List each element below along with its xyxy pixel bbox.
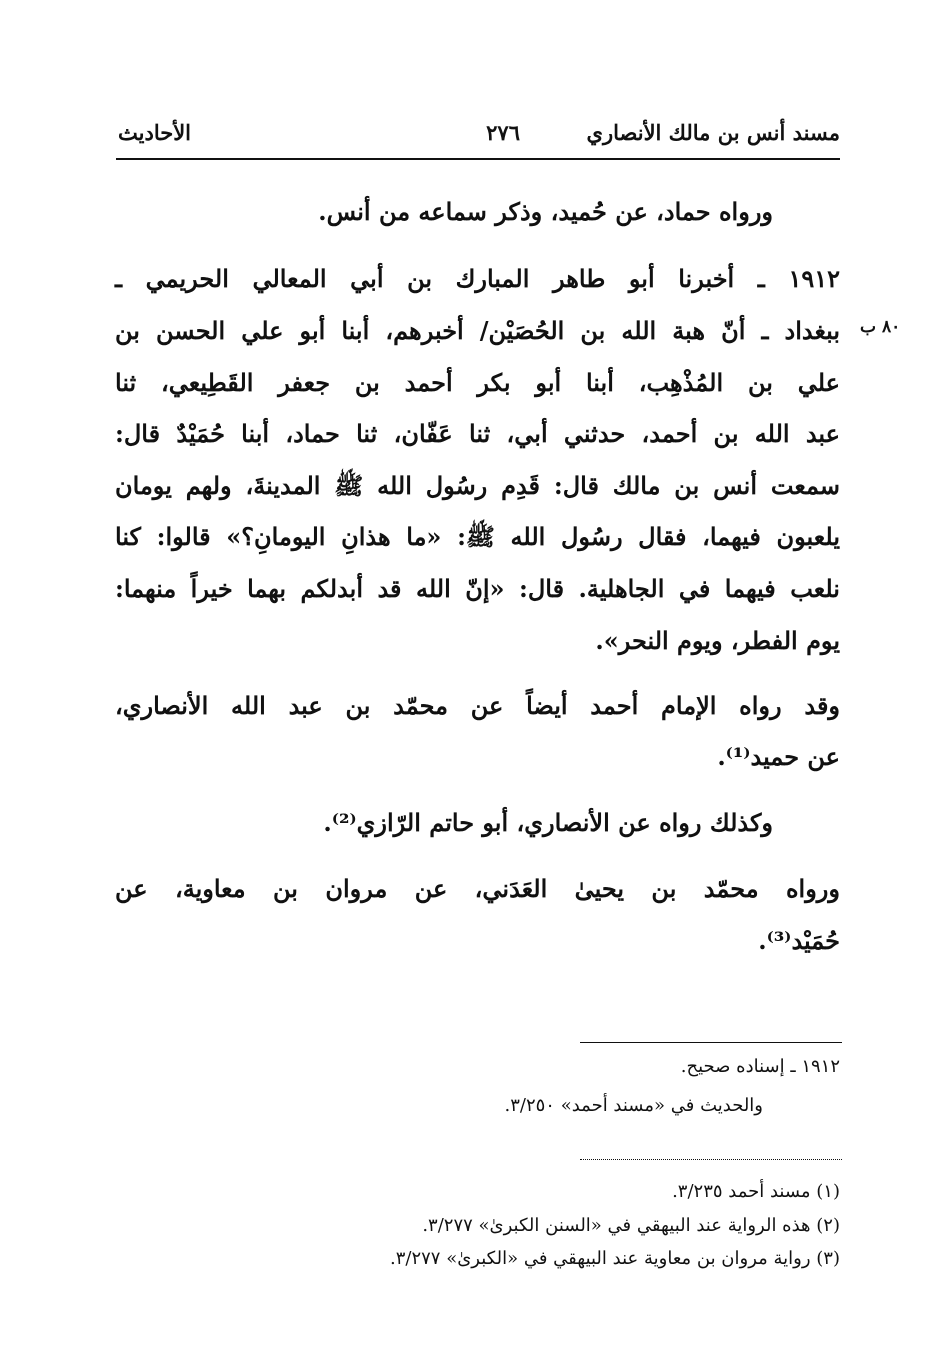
body-line: يوم الفطر، ويوم النحر».	[595, 626, 840, 655]
hadith-number-line: ١٩١٢ ـ أخبرنا أبو طاهر المبارك بن أبي المعالي الحريمي ـ	[115, 264, 840, 293]
footnotes-rule	[580, 1159, 842, 1160]
page-number: ٢٧٦	[486, 120, 520, 145]
body-line: سمعت أنس بن مالك قال: قَدِم رسُول الله ﷺ المدينةَ، ولهم يومان	[115, 471, 840, 500]
source-notes-rule	[580, 1042, 842, 1043]
body-line: ورواه حماد، عن حُميد، وذكر سماعه من أنس.	[318, 197, 773, 226]
header-rule	[116, 158, 840, 160]
body-line: عن حميد⁽¹⁾.	[717, 742, 840, 771]
body-line: نلعب فيهما في الجاهلية. قال: «إنّ الله قد أبدلكم بهما خيراً منهما:	[115, 574, 840, 603]
header-section-title: الأحاديث	[118, 120, 192, 145]
body-line: علي بن المُذْهِب، أبنا أبو بكر أحمد بن جعفر القَطِيعي، ثنا	[115, 368, 840, 397]
footnote: (٢) هذه الرواية عند البيهقي في «السنن الكبرىٰ» ٣/٢٧٧.	[422, 1215, 840, 1236]
body-line: وكذلك رواه عن الأنصاري، أبو حاتم الرّازي⁽²⁾.	[323, 808, 773, 837]
body-line: يلعبون فيهما، فقال رسُول الله ﷺ: «ما هذانِ اليومانِ؟» قالوا: كنا	[115, 522, 840, 551]
manuscript-folio-note: ٨٠ ب	[860, 317, 901, 337]
running-header	[118, 120, 840, 160]
source-note: والحديث في «مسند أحمد» ٣/٢٥٠.	[504, 1095, 763, 1116]
body-line: ورواه محمّد بن يحيىٰ العَدَني، عن مروان بن معاوية، عن	[115, 874, 840, 903]
source-note: ١٩١٢ ـ إسناده صحيح.	[680, 1056, 840, 1077]
footnote: (٣) رواية مروان بن معاوية عند البيهقي في «الكبرىٰ» ٣/٢٧٧.	[390, 1248, 840, 1269]
footnote: (١) مسند أحمد ٣/٢٣٥.	[672, 1181, 840, 1202]
body-line: عبد الله بن أحمد، حدثني أبي، ثنا عَفّان، ثنا حماد، أبنا حُمَيْدٌ قال:	[115, 419, 840, 448]
body-line: وقد رواه الإمام أحمد أيضاً عن محمّد بن عبد الله الأنصاري،	[115, 691, 840, 720]
header-book-title: مسند أنس بن مالك الأنصاري	[586, 120, 840, 145]
body-line: ببغداد ـ أنّ هبة الله بن الحُصَيْن/ أخبرهم، أبنا أبو علي الحسن بن	[115, 316, 840, 345]
body-line: حُمَيْد⁽³⁾.	[758, 926, 840, 955]
